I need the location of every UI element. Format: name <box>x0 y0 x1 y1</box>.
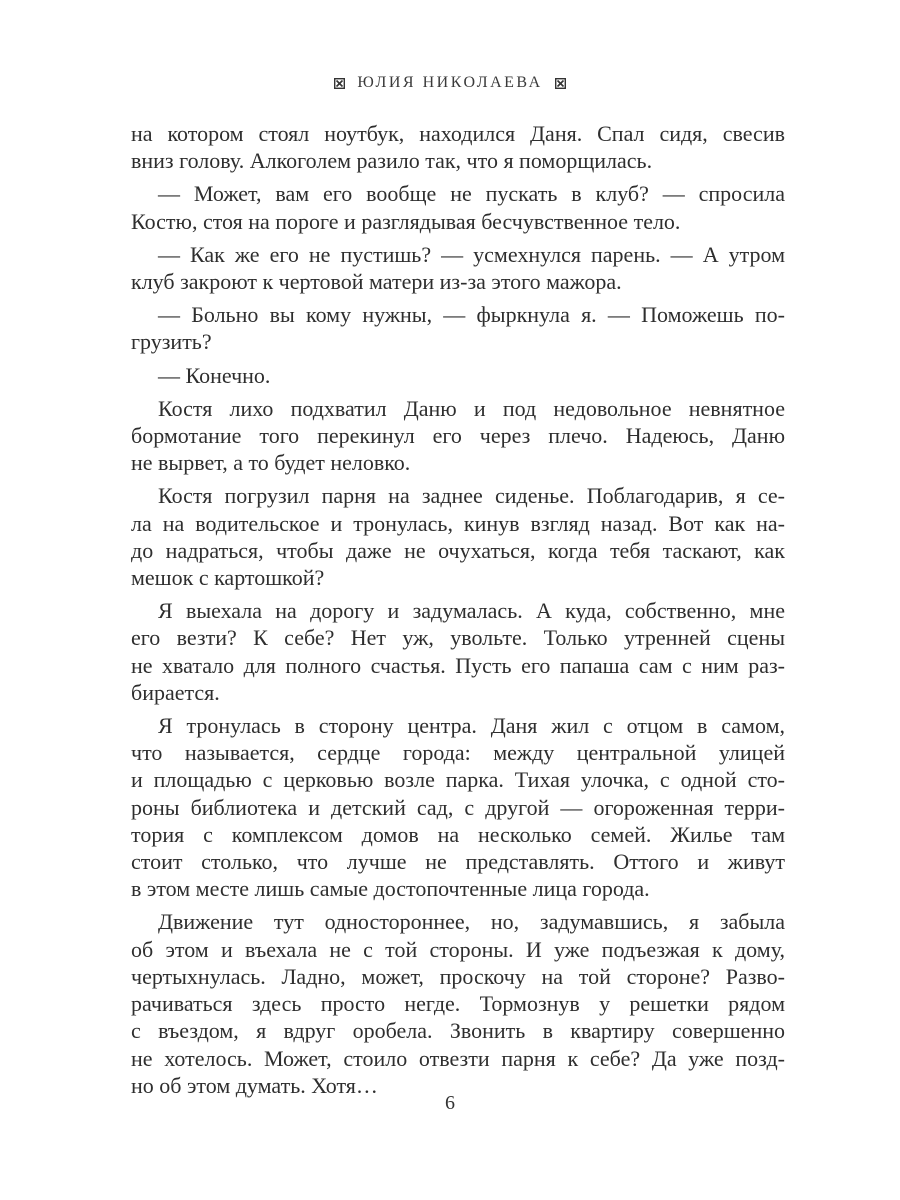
text-line: Я тронулась в сторону центра. Даня жил с отцом в самом, <box>158 713 785 739</box>
paragraph <box>131 597 785 706</box>
text-line: вниз голову. Алкоголем разило так, что я поморщилась. <box>131 148 653 174</box>
text-line: — Может, вам его вообще не пускать в клуб? — спросила <box>158 181 785 207</box>
paragraph <box>131 180 785 234</box>
text-line: с въездом, я вдруг оробела. Звонить в квартиру совершенно <box>131 1018 785 1044</box>
paragraph <box>131 301 785 355</box>
text-line: мешок с картошкой? <box>131 565 325 591</box>
text-line: на котором стоял ноутбук, находился Даня. Спал сидя, свесив <box>131 121 785 146</box>
text-line: и площадью с церковью возле парка. Тихая улочка, с одной сто- <box>131 767 785 793</box>
paragraph <box>131 482 785 591</box>
author-name: ЮЛИЯ НИКОЛАЕВА <box>357 74 543 91</box>
text-line: грузить? <box>131 329 212 355</box>
text-line: бирается. <box>131 679 220 705</box>
cross-square-ornament-icon <box>555 78 566 89</box>
text-line: что называется, сердце города: между центральной улицей <box>131 740 785 766</box>
text-line: Костя погрузил парня на заднее сиденье. Поблагодарив, я се- <box>158 483 785 509</box>
text-line: Костю, стоя на пороге и разглядывая бесчувственное тело. <box>131 208 681 234</box>
paragraph <box>131 362 785 389</box>
text-line: клуб закроют к чертовой матери из-за этого мажора. <box>131 269 622 295</box>
text-line: об этом и въехала не с той стороны. И уже подъезжая к дому, <box>131 936 785 962</box>
paragraph <box>131 395 785 477</box>
running-head <box>0 74 900 92</box>
text-line: ла на водительское и тронулась, кинув взгляд назад. Вот как на- <box>131 510 785 536</box>
text-line: до надраться, чтобы даже не очухаться, когда тебя таскают, как <box>131 537 785 563</box>
text-line: чертыхнулась. Ладно, может, проскочу на той стороне? Разво- <box>131 963 785 989</box>
text-line: не хотелось. Может, стоило отвезти парня к себе? Да уже позд- <box>131 1045 785 1071</box>
text-line: рачиваться здесь просто негде. Тормознув у решетки рядом <box>131 991 785 1017</box>
paragraph <box>131 241 785 295</box>
text-line: бормотание того перекинул его через плечо. Надеюсь, Даню <box>131 423 785 449</box>
text-line: но об этом думать. Хотя… <box>131 1072 378 1098</box>
page-number: 6 <box>445 1092 455 1114</box>
paragraph <box>131 120 785 174</box>
text-line: не вырвет, а то будет неловко. <box>131 450 411 476</box>
text-line: Костя лихо подхватил Даню и под недовольное невнятное <box>158 395 785 421</box>
text-line: — Как же его не пустишь? — усмехнулся парень. — А утром <box>158 241 785 267</box>
text-line: не хватало для полного счастья. Пусть его папаша сам с ним раз- <box>131 652 785 678</box>
text-line: в этом месте лишь самые достопочтенные лица города. <box>131 876 650 902</box>
text-line: — Конечно. <box>158 362 271 388</box>
text-line: стоит столько, что лучше не представлять. Оттого и живут <box>131 849 785 875</box>
text-line: — Больно вы кому нужны, — фыркнула я. — Поможешь по- <box>158 302 785 328</box>
text-line: тория с комплексом домов на несколько семей. Жилье там <box>131 821 785 847</box>
paragraph <box>131 712 785 902</box>
text-line: Я выехала на дорогу и задумалась. А куда, собственно, мне <box>158 598 785 624</box>
body-text <box>131 120 785 1099</box>
text-line: роны библиотека и детский сад, с другой — огороженная терри- <box>131 794 785 820</box>
text-line: его везти? К себе? Нет уж, увольте. Только утренней сцены <box>131 625 785 651</box>
paragraph <box>131 908 785 1098</box>
cross-square-ornament-icon <box>334 78 345 89</box>
text-line: Движение тут одностороннее, но, задумавшись, я забыла <box>158 909 785 935</box>
